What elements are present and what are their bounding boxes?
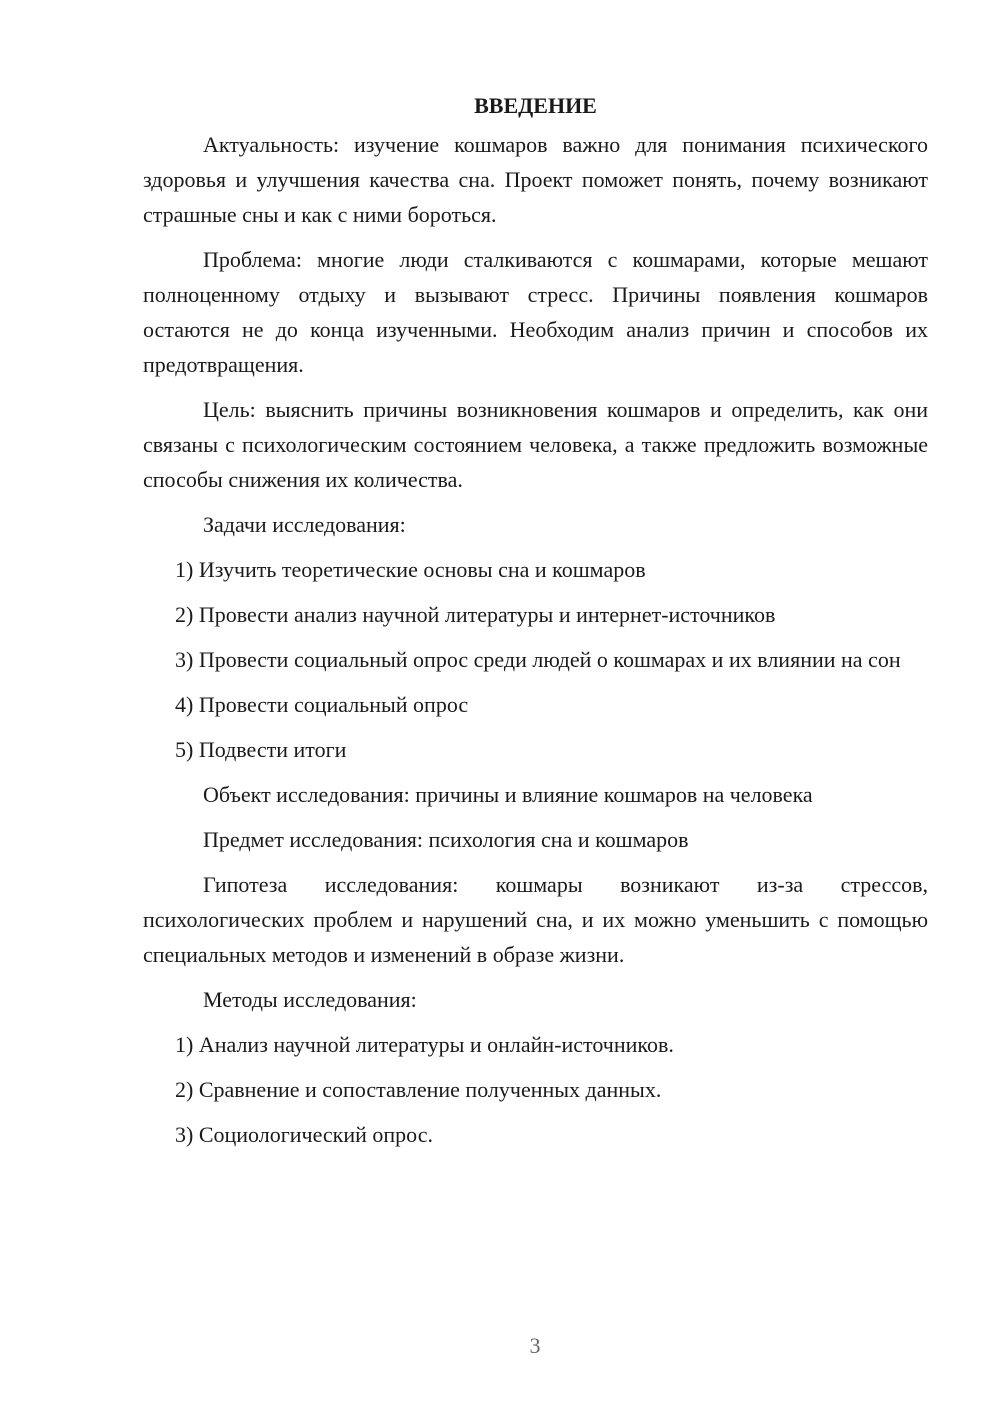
task-item-3: 3) Провести социальный опрос среди людей о кошмарах и их влиянии на сон — [175, 647, 901, 672]
task-item-4: 4) Провести социальный опрос — [175, 692, 469, 717]
page-content — [143, 88, 928, 1162]
task-item-1: 1) Изучить теоретические основы сна и кошмаров — [175, 557, 646, 582]
problem-paragraph: Проблема: многие люди сталкиваются с кошмарами, которые мешают полноценному отдыху и вызывают стресс. Причины появления кошмаров остаются не до конца изученными. Необходим анализ причин и способов их предотвращения. — [143, 247, 928, 377]
methods-title: Методы исследования: — [203, 987, 417, 1012]
method-item-2: 2) Сравнение и сопоставление полученных данных. — [175, 1077, 662, 1102]
method-item-1: 1) Анализ научной литературы и онлайн-источников. — [175, 1032, 674, 1057]
task-item-2: 2) Провести анализ научной литературы и интернет-источников — [175, 602, 776, 627]
method-item-3: 3) Социологический опрос. — [175, 1122, 433, 1147]
relevance-paragraph: Актуальность: изучение кошмаров важно для понимания психического здоровья и улучшения качества сна. Проект поможет понять, почему возникают страшные сны и как с ними бороться. — [143, 132, 928, 227]
page-heading: ВВЕДЕНИЕ — [474, 93, 597, 118]
page-number: 3 — [529, 1333, 541, 1358]
tasks-title: Задачи исследования: — [203, 512, 406, 537]
hypothesis-paragraph: Гипотеза исследования: кошмары возникают из-за стрессов, психологических проблем и нарушений сна, и их можно уменьшить с помощью специальных методов и изменений в образе жизни. — [143, 872, 928, 967]
subject-line: Предмет исследования: психология сна и кошмаров — [203, 827, 689, 852]
task-item-5: 5) Подвести итоги — [175, 737, 347, 762]
object-line: Объект исследования: причины и влияние кошмаров на человека — [203, 782, 813, 807]
goal-paragraph: Цель: выяснить причины возникновения кошмаров и определить, как они связаны с психологическим состоянием человека, а также предложить возможные способы снижения их количества. — [143, 397, 928, 492]
